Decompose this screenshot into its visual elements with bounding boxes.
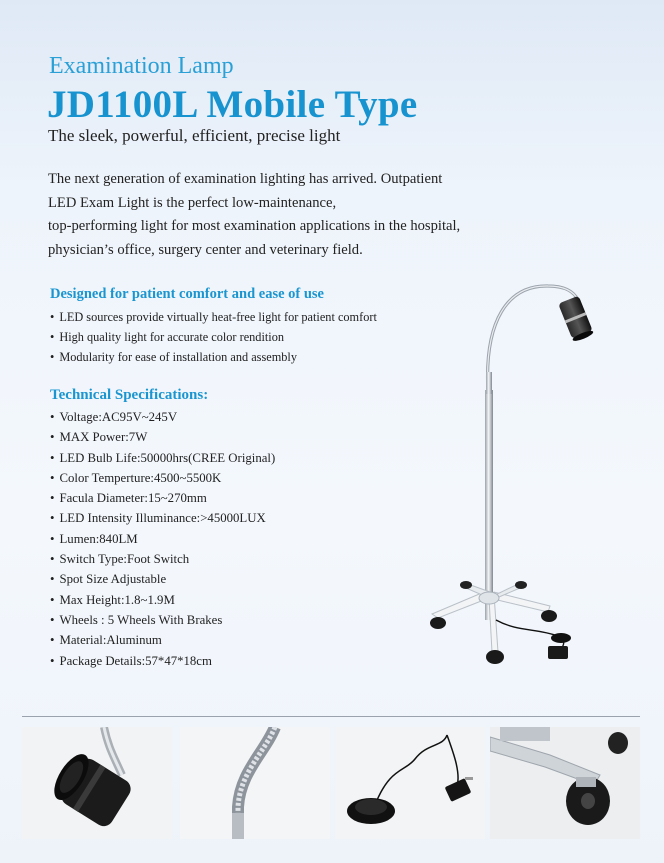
spec-item: • Material:Aluminum [50, 630, 275, 650]
specs-list [50, 407, 275, 671]
intro-line: The next generation of examination lighting has arrived. Outpatient [48, 171, 443, 187]
product-category: Examination Lamp [49, 53, 234, 79]
design-heading: Designed for patient comfort and ease of use [50, 286, 324, 302]
spec-item: • Lumen:840LM [50, 529, 275, 549]
gooseneck-closeup-image [180, 727, 330, 839]
design-item: • LED sources provide virtually heat-free light for patient comfort [50, 307, 377, 327]
spec-item: • Max Height:1.8~1.9M [50, 590, 275, 610]
spec-item: • Color Temperture:4500~5500K [50, 468, 275, 488]
spec-item: • Facula Diameter:15~270mm [50, 488, 275, 508]
spec-item: • MAX Power:7W [50, 427, 275, 447]
intro-paragraph [48, 168, 518, 262]
lamp-product-image [418, 280, 608, 675]
lamp-head-closeup-image [22, 727, 172, 839]
design-item: • High quality light for accurate color rendition [50, 327, 377, 347]
design-item: • Modularity for ease of installation and assembly [50, 347, 377, 367]
product-tagline: The sleek, powerful, efficient, precise light [48, 126, 341, 145]
intro-line: top-performing light for most examination applications in the hospital, [48, 218, 461, 235]
spec-item: • Package Details:57*47*18cm [50, 651, 275, 671]
spec-item: • Switch Type:Foot Switch [50, 549, 275, 569]
specs-heading: Technical Specifications: [50, 387, 209, 403]
spec-item: • LED Bulb Life:50000hrs(CREE Original) [50, 448, 275, 468]
section-divider [22, 716, 640, 717]
spec-item: • Voltage:AC95V~245V [50, 407, 275, 427]
foot-switch-image [335, 727, 485, 839]
spec-item: • Wheels : 5 Wheels With Brakes [50, 610, 275, 630]
spec-item: • Spot Size Adjustable [50, 569, 275, 589]
design-list [50, 307, 377, 368]
spec-item: • LED Intensity Illuminance:>45000LUX [50, 508, 275, 528]
product-title: JD1100L Mobile Type [47, 83, 418, 126]
intro-line: physician’s office, surgery center and veterinary field. [48, 241, 363, 258]
intro-line: LED Exam Light is the perfect low-maintenance, [48, 194, 337, 211]
caster-wheel-image [490, 727, 640, 839]
